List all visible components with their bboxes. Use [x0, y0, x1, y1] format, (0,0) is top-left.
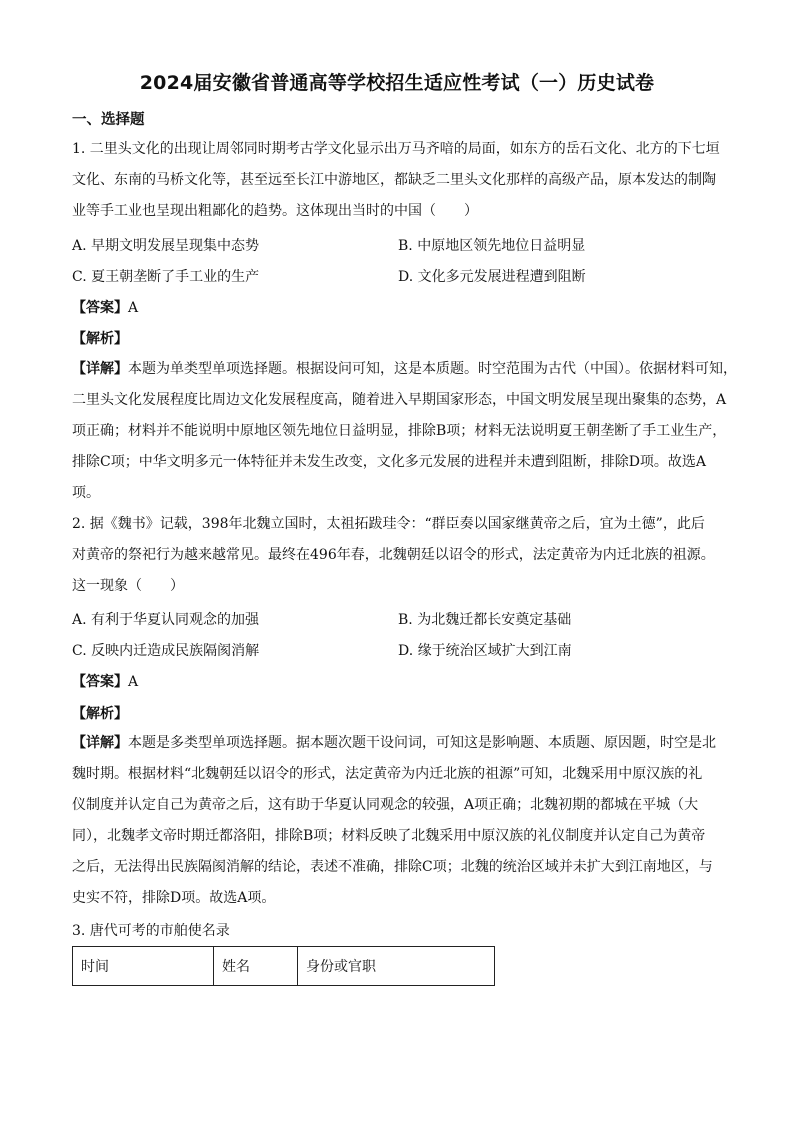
detail-line: 【详解】本题为单类型单项选择题。根据设问可知，这是本质题。时空范围为古代（中国）。依据材料可知， — [72, 361, 737, 377]
question-2-options-row-1 — [72, 609, 726, 633]
detail-label: 【详解】 — [72, 361, 128, 377]
detail-line: 二里头文化发展程度比周边文化发展程度高，随着进入早期国家形态，中国文明发展呈现出聚集的态势，A — [72, 392, 727, 408]
answer-label: 【答案】 — [72, 674, 128, 690]
detail-line: 同），北魏孝文帝时期迁都洛阳，排除B项；材料反映了北魏采用中原汉族的礼仪制度并认定自己为黄帝 — [72, 828, 706, 844]
table-header-time: 时间 — [73, 947, 214, 986]
question-2-line: 2. 据《魏书》记载，398年北魏立国时，太祖拓跋珪令：“群臣奏以国家继黄帝之后，宜为土德”，此后 — [72, 516, 705, 532]
question-2-options-row-2 — [72, 640, 726, 664]
question-2-analysis-label — [72, 703, 128, 723]
detail-line: 项正确；材料并不能说明中原地区领先地位日益明显，排除B项；材料无法说明夏王朝垄断了手工业生产， — [72, 423, 727, 439]
table-header-name: 姓名 — [214, 947, 298, 986]
question-1-option-c: C. 夏王朝垄断了手工业的生产 — [72, 269, 260, 285]
question-1-line: 业等手工业也呈现出粗鄙化的趋势。这体现出当时的中国（ ） — [72, 203, 478, 219]
question-2-option-c: C. 反映内迁造成民族隔阂消解 — [72, 643, 260, 659]
detail-line: 仪制度并认定自己为黄帝之后，这有助于华夏认同观念的较强，A项正确；北魏初期的都城在平城（大 — [72, 797, 699, 813]
detail-line: 排除C项；中华文明多元一体特征并未发生改变，文化多元发展的进程并未遭到阻断，排除D项。故选A — [72, 454, 707, 470]
question-2-line: 这一现象（ ） — [72, 578, 184, 594]
table-header-row — [73, 947, 495, 986]
detail-line: 【详解】本题是多类型单项选择题。据本题次题干设问词，可知这是影响题、本质题、原因题，时空是北 — [72, 735, 716, 751]
page-title: 2024届安徽省普通高等学校招生适应性考试（一）历史试卷 — [139, 72, 655, 94]
question-1-analysis-label — [72, 328, 128, 348]
detail-line: 项。 — [72, 485, 100, 501]
question-2-answer — [72, 671, 138, 691]
question-1-detail — [72, 354, 737, 509]
question-2-line: 对黄帝的祭祀行为越来越常见。最终在496年春，北魏朝廷以诏令的形式，法定黄帝为内迁北族的祖源。 — [72, 547, 715, 563]
question-3-stem: 3. 唐代可考的市舶使名录 — [72, 923, 230, 939]
answer-value: A — [128, 300, 139, 316]
question-2-option-a: A. 有利于华夏认同观念的加强 — [72, 612, 260, 628]
question-2-stem — [72, 509, 726, 602]
question-2-option-d: D. 缘于统治区域扩大到江南 — [398, 643, 572, 659]
merchant-envoy-table — [72, 946, 495, 986]
question-1-line: 文化、东南的马桥文化等，甚至远至长江中游地区，都缺乏二里头文化那样的高级产品，原本发达的制陶 — [72, 172, 716, 188]
table-header-title: 身份或官职 — [298, 947, 495, 986]
analysis-label: 【解析】 — [72, 706, 128, 722]
detail-label: 【详解】 — [72, 735, 128, 751]
question-1-answer — [72, 297, 138, 317]
question-2-detail — [72, 728, 726, 914]
question-1-option-d: D. 文化多元发展进程遭到阻断 — [398, 269, 586, 285]
question-1-option-b: B. 中原地区领先地位日益明显 — [398, 238, 586, 254]
detail-line: 史实不符，排除D项。故选A项。 — [72, 890, 276, 906]
answer-value: A — [128, 674, 139, 690]
detail-line: 之后，无法得出民族隔阂消解的结论，表述不准确，排除C项；北魏的统治区域并未扩大到江南地区，与 — [72, 859, 713, 875]
question-1-option-a: A. 早期文明发展呈现集中态势 — [72, 238, 260, 254]
question-1-options-row-1 — [72, 235, 726, 259]
question-1-line: 1. 二里头文化的出现让周邻同时期考古学文化显示出万马齐喑的局面，如东方的岳石文化、北方的下七垣 — [72, 141, 720, 157]
answer-label: 【答案】 — [72, 300, 128, 316]
section-heading: 一、选择题 — [72, 112, 145, 128]
question-2-option-b: B. 为北魏迁都长安奠定基础 — [398, 612, 572, 628]
detail-line: 魏时期。根据材料“北魏朝廷以诏令的形式，法定黄帝为内迁北族的祖源”可知，北魏采用中原汉族的礼 — [72, 766, 703, 782]
analysis-label: 【解析】 — [72, 331, 128, 347]
question-1-stem — [72, 134, 726, 227]
question-1-options-row-2 — [72, 266, 726, 290]
